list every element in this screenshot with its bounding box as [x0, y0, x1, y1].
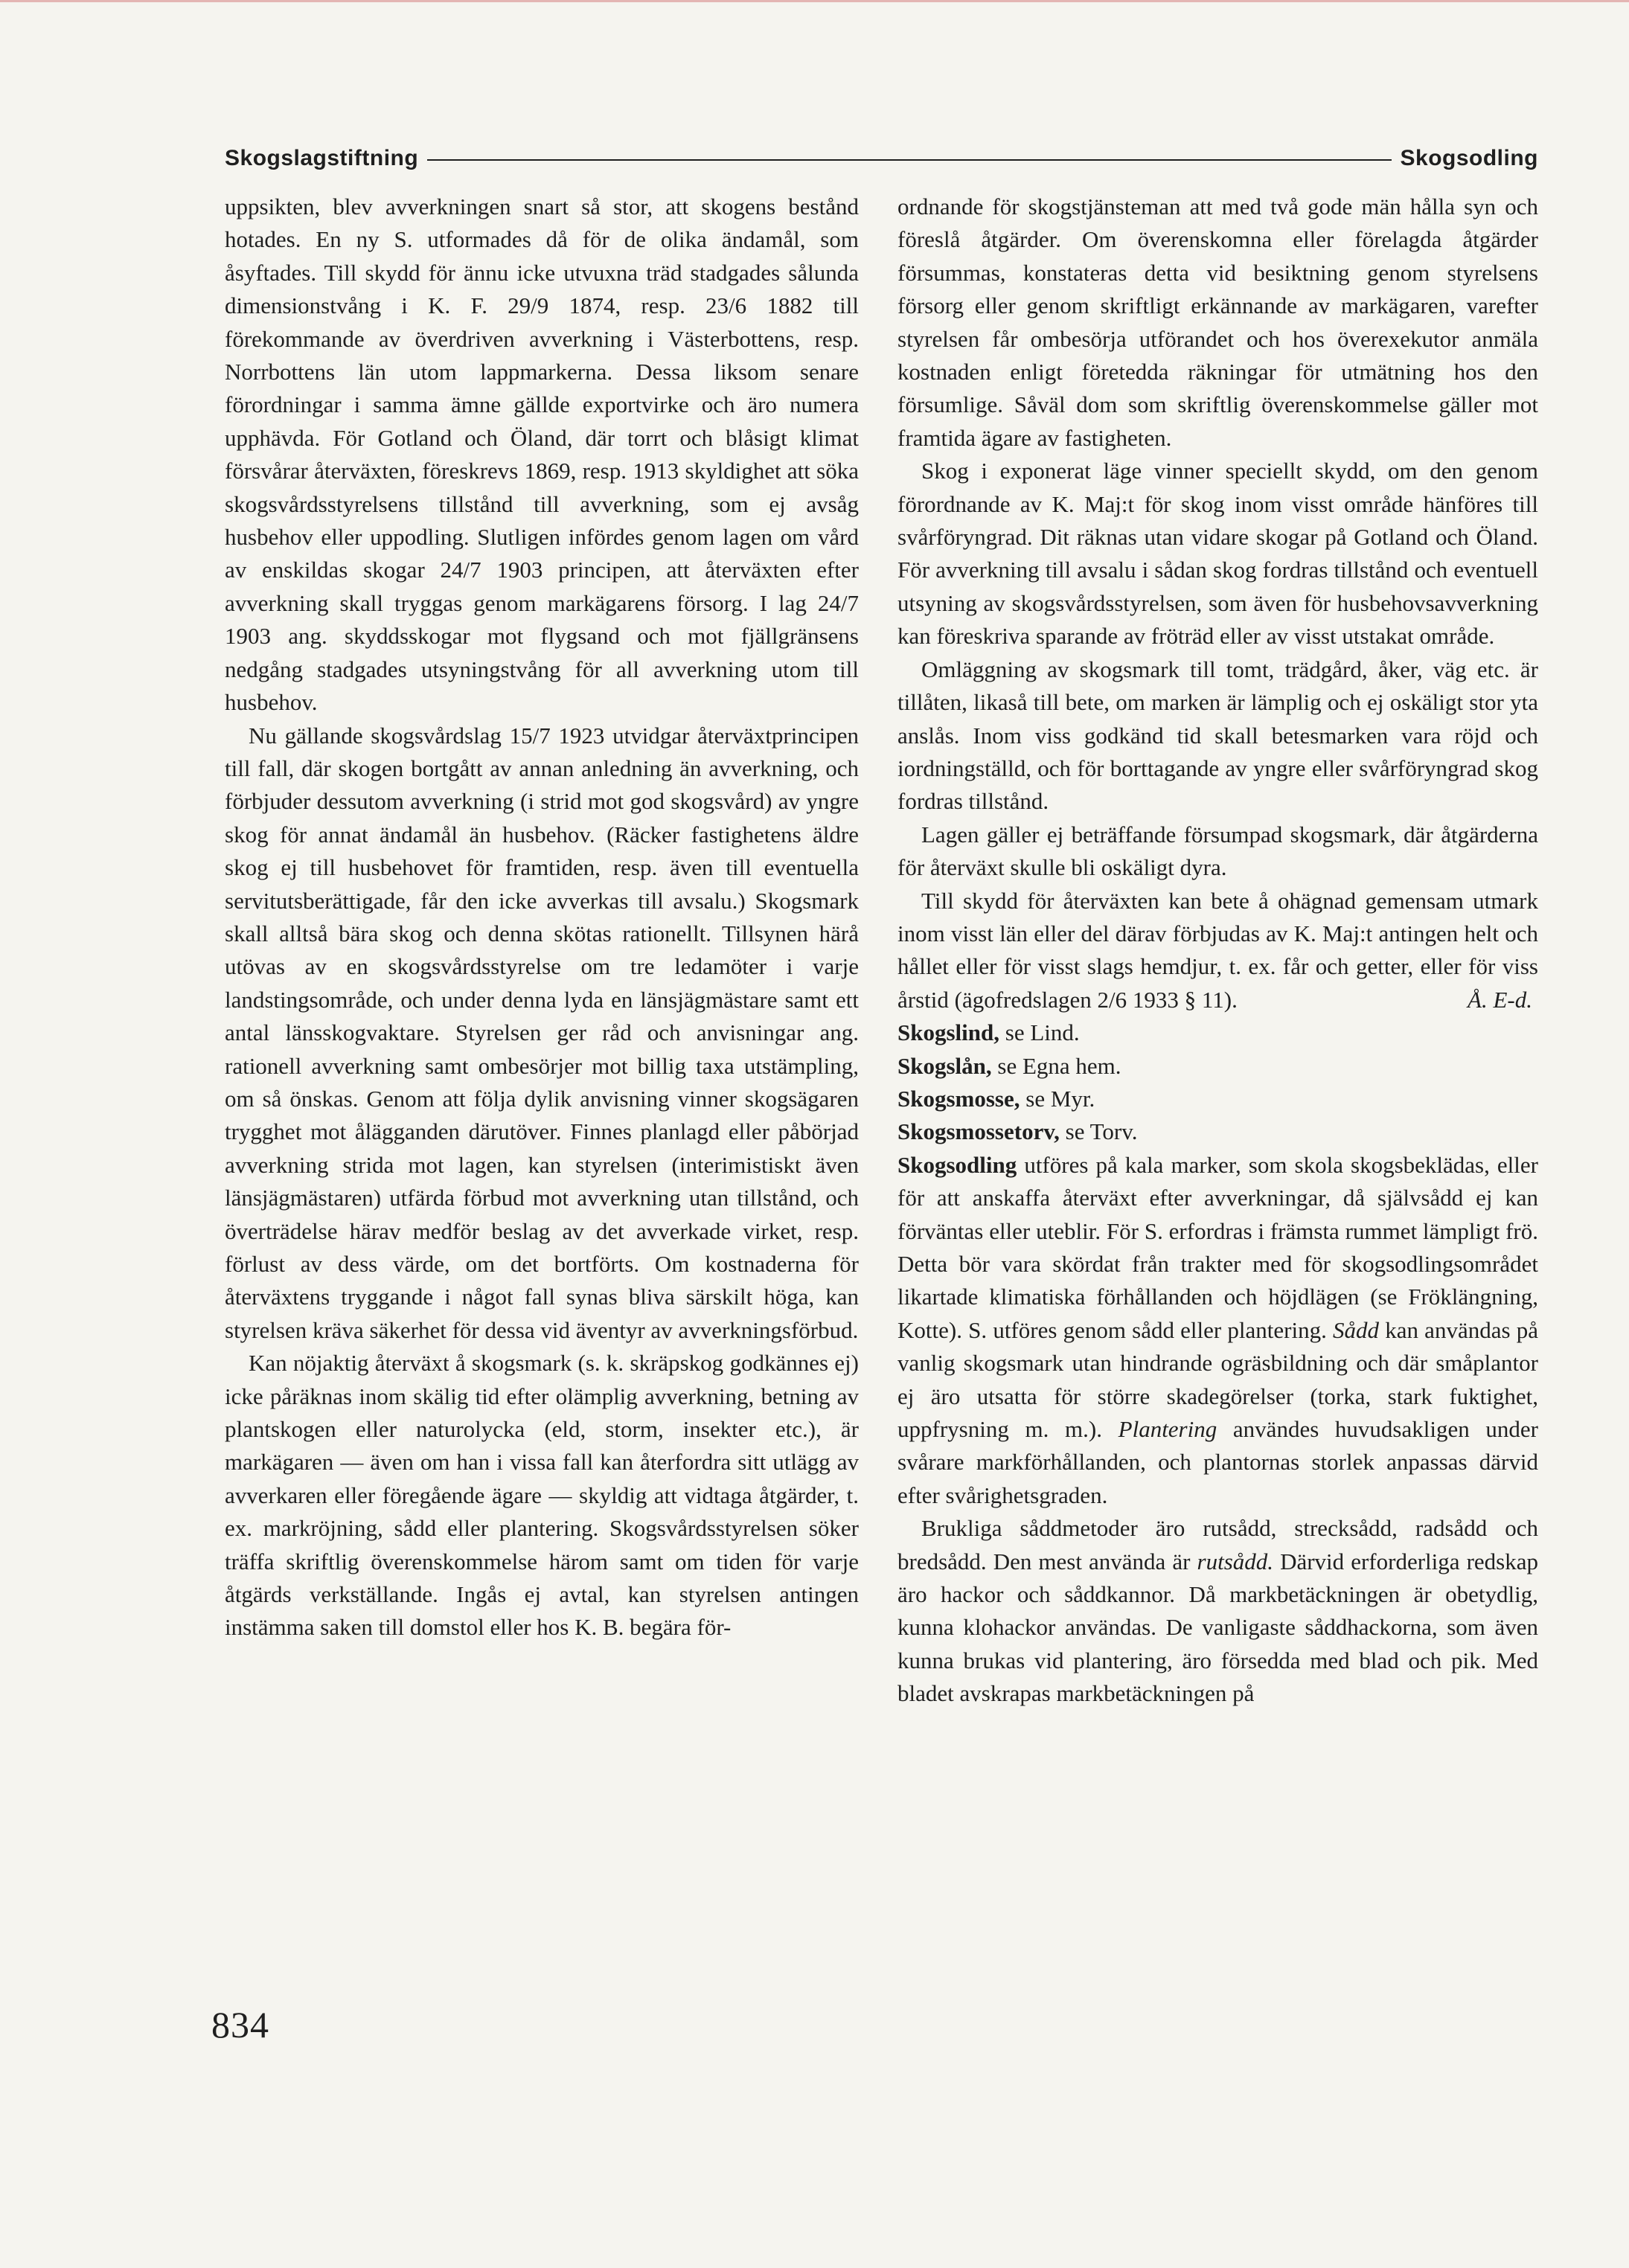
reference-skogslan: se Egna hem. [991, 1052, 1121, 1079]
skogsodling-text-c: användes huvudsakligen under svårare markförhållanden, och plantornas storlek anpassas därvid efter svårighetsgraden. [897, 1416, 1538, 1508]
right-paragraph-5 [897, 885, 1538, 1017]
left-paragraph-1: uppsikten, blev avverkningen snart så stor, att skogens bestånd hotades. En ny S. utformades då för de olika ändamål, som åsyftades. Till skydd för ännu icke utvuxna träd stadgades sålunda dimensionstvång i K. F. 29/9 1874, resp. 23/6 1882 till förekommande av överdriven avverkning i Västerbottens, resp. Norrbottens län utom lappmarkerna. Dessa liksom senare förordningar i samma ämne gällde exportvirke och äro numera upphävda. För Gotland och Öland, där torrt och blåsigt klimat försvårar återväxten, föreskrevs 1869, resp. 1913 skyldighet att söka skogsvårdsstyrelsens tillstånd till avverkning, som ej avsåg husbehov eller uppodling. Slutligen infördes genom lagen om vård av enskildas skogar 24/7 1903 principen, att återväxten efter avverkning skall tryggas genom markägarens försorg. I lag 24/7 1903 ang. skyddsskogar mot flygsand och mot fjällgränsens nedgång stadgades utsyningstvång för all avverkning utom till husbehov. [225, 193, 859, 716]
header-rule [427, 159, 1391, 161]
entry-skogsodling [897, 1149, 1538, 1512]
term-sadd: Sådd [1333, 1316, 1380, 1343]
right-paragraph-2: Skog i exponerat läge vinner speciellt skydd, om den genom förordnande av K. Maj:t för skog inom visst område hänföres till svårföryngrad. Dit räknas utan vidare skogar på Gotland och Öland. För avverkning till avsalu i sådan skog fordras tillstånd och eventuell utsyning av skogsvårdsstyrelsen, som även för husbehovsavverkning kan föreskriva sparande av fröträd eller av visst utstakat område. [897, 458, 1538, 650]
left-paragraph-3: Kan nöjaktig återväxt å skogsmark (s. k. skräpskog godkännes ej) icke påräknas inom skälig tid efter olämplig avverkning, betning av plantskogen eller naturolycka (eld, storm, insekter etc.), är markägaren — även om han i vissa fall kan återfordra sitt utlägg av avverkaren eller föregående ägare — skyldig att vidtaga åtgärder, t. ex. markröjning, sådd eller plantering. Skogsvårdsstyrelsen söker träffa skriftlig överenskommelse härom samt om tiden för varje åtgärds verkställande. Ingås ej avtal, kan styrelsen antingen instämma saken till domstol eller hos K. B. begära för- [225, 1350, 859, 1641]
left-column [225, 190, 859, 1644]
running-header [225, 140, 1538, 177]
page-number: 834 [211, 2004, 269, 2046]
entry-skogslind [897, 1016, 1538, 1049]
entry-skogsmossetorv [897, 1115, 1538, 1148]
header-left-title: Skogslagstiftning [225, 146, 419, 170]
entry-skogsmosse [897, 1083, 1538, 1115]
headword-skogslan: Skogslån, [897, 1052, 992, 1079]
headword-skogslind: Skogslind, [897, 1019, 1000, 1046]
skogsodling-text-a: utföres på kala marker, som skola skogsbeklädas, eller för att anskaffa återväxt efter avverkningar, då självsådd ej kan förväntas eller uteblir. För S. erfordras i främsta rummet lämpligt frö. Detta bör vara skördat från trakter med för skogsodlingsområdet likartade klimatiska förhållanden och höjdlägen (se Fröklängning, Kotte). S. utföres genom sådd eller plantering. [897, 1151, 1538, 1343]
author-signature: Å. E-d. [1468, 986, 1532, 1013]
headword-skogsmossetorv: Skogsmossetorv, [897, 1118, 1060, 1145]
top-edge-rule [0, 0, 1629, 2]
headword-skogsmosse: Skogsmosse, [897, 1085, 1020, 1112]
right-paragraph-3: Omläggning av skogsmark till tomt, trädgård, åker, väg etc. är tillåten, likaså till bete, om marken är lämplig och ej oskäligt stor yta anslås. Inom viss godkänd tid skall betesmarken vara röjd och iordningställd, och för borttagande av yngre eller svårföryngrad skog fordras tillstånd. [897, 656, 1538, 815]
right-column [897, 190, 1538, 1711]
reference-skogslind: se Lind. [999, 1019, 1080, 1046]
right-paragraph-1: ordnande för skogstjänsteman att med två gode män hålla syn och föreslå åtgärder. Om överenskomna eller förelagda åtgärder försummas, konstateras detta vid besiktning genom styrelsens försorg eller genom skriftligt erkännande av markägaren, varefter styrelsen får ombesörja utförandet och hos överexekutor anmäla kostnaden enligt företedda räkningar för utmätning hos den försumlige. Såväl dom som skriftlig överenskommelse gäller mot framtida ägare av fastigheten. [897, 193, 1538, 451]
right-paragraph-4: Lagen gäller ej beträffande försumpad skogsmark, där åtgärderna för återväxt skulle bli oskäligt dyra. [897, 821, 1538, 881]
reference-skogsmossetorv: se Torv. [1059, 1118, 1138, 1145]
reference-skogsmosse: se Myr. [1020, 1085, 1095, 1112]
term-plantering: Plantering [1118, 1416, 1217, 1443]
entry-skogslan [897, 1050, 1538, 1083]
paragraph-6-text-b: Därvid erforderliga redskap äro hackor och såddkannor. Då markbetäckningen är obetydlig, kunna klohackor användas. De vanligaste såddhackorna, som även kunna brukas vid plantering, äro försedda med blad och pik. Med bladet avskrapas markbetäckningen på [897, 1548, 1538, 1707]
left-paragraph-2: Nu gällande skogsvårdslag 15/7 1923 utvidgar återväxtprincipen till fall, där skogen bortgått av annan anledning än avverkning, och förbjuder dessutom avverkning (i strid mot god skogsvård) av yngre skog för annat ändamål än husbehov. (Räcker fastighetens äldre skog ej till husbehovet för framtiden, resp. även till eventuella servitutsberättigade, får den icke avverkas till avsalu.) Skogsmark skall alltså bära skog och denna skötas rationellt. Tillsynen härå utövas av en skogsvårdsstyrelse om tre ledamöter i varje landstingsområde, och under denna lyda en länsjägmästare samt ett antal länsskogvaktare. Styrelsen ger råd och anvisningar ang. rationell avverkning samt ombesörjer mot billig taxa utstämpling, om så önskas. Genom att följa dylik anvisning vinner skogsägaren trygghet mot ålägganden därutöver. Finnes planlagd eller påbörjad avverkning strida mot lagen, kan styrelsen (interimistiskt även länsjägmästaren) utfärda förbud mot avverkning utan tillstånd, och överträdelse härav medför beslag av det avverkade virket, resp. förlust av dess värde, om det bortförts. Om kostnaderna för återväxtens tryggande i något fall synas bliva särskilt höga, kan styrelsen kräva säkerhet för dessa vid äventyr av avverkningsförbud. [225, 722, 859, 1343]
headword-skogsodling: Skogsodling [897, 1151, 1017, 1178]
right-paragraph-6 [897, 1512, 1538, 1710]
header-right-title: Skogsodling [1400, 146, 1538, 170]
skogsodling-text-b: kan användas på vanlig skogsmark utan hindrande ogräsbildning och där småplantor ej äro utsatta för större skadegörelser (torka, stark fuktighet, uppfrysning m. m.). [897, 1316, 1538, 1443]
term-rutsadd: rutsådd. [1197, 1548, 1274, 1575]
paragraph-5-text: Till skydd för återväxten kan bete å ohägnad gemensam utmark inom visst län eller del därav förbjudas av K. Maj:t antingen helt och hållet eller för visst slags hemdjur, t. ex. får och getter, eller för viss årstid (ägofredslagen 2/6 1933 § 11). [897, 887, 1538, 1013]
paragraph-6-text-a: Brukliga såddmetoder äro rutsådd, strecksådd, radsådd och bredsådd. Den mest använda är [897, 1515, 1538, 1575]
